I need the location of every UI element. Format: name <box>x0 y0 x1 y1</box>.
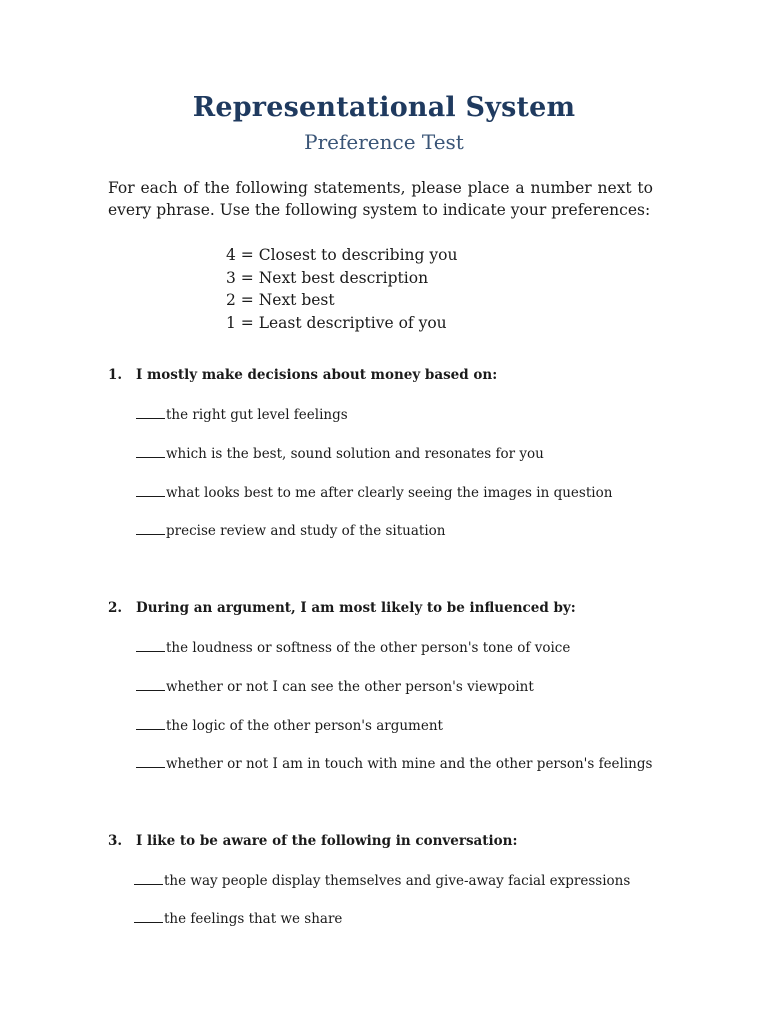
option-text: which is the best, sound solution and resonates for you <box>166 446 544 462</box>
answer-option <box>136 484 612 501</box>
option-text: precise review and study of the situation <box>166 523 446 539</box>
question-text: I mostly make decisions about money based on: <box>136 367 498 383</box>
question-number: 3. <box>108 833 123 849</box>
answer-option <box>136 522 445 539</box>
answer-blank[interactable] <box>134 872 163 885</box>
answer-blank[interactable] <box>134 910 163 923</box>
answer-blank[interactable] <box>136 639 165 652</box>
question-2 <box>108 600 576 616</box>
answer-blank[interactable] <box>136 406 165 419</box>
option-text: whether or not I can see the other person's viewpoint <box>166 679 534 695</box>
answer-option <box>136 639 570 656</box>
page-subtitle: Preference Test <box>304 130 464 154</box>
answer-blank[interactable] <box>136 678 165 691</box>
answer-option <box>134 872 630 889</box>
question-3 <box>108 833 517 849</box>
answer-blank[interactable] <box>136 484 165 497</box>
answer-blank[interactable] <box>136 717 165 730</box>
page-title: Representational System <box>192 92 576 123</box>
option-text: the loudness or softness of the other person's tone of voice <box>166 640 571 656</box>
option-text: the logic of the other person's argument <box>166 718 443 734</box>
answer-option <box>136 755 652 772</box>
answer-option <box>136 406 348 423</box>
option-text: what looks best to me after clearly seeing the images in question <box>166 485 613 501</box>
rating-scale <box>226 244 457 334</box>
answer-option <box>136 717 443 734</box>
question-1 <box>108 367 497 383</box>
question-text: During an argument, I am most likely to be influenced by: <box>136 600 576 616</box>
instructions-paragraph: For each of the following statements, please place a number next to every phrase. Use the following system to indicate your preferences: <box>108 179 653 219</box>
answer-blank[interactable] <box>136 522 165 535</box>
answer-blank[interactable] <box>136 445 165 458</box>
scale-item-4: 4 = Closest to describing you <box>226 246 458 264</box>
answer-blank[interactable] <box>136 755 165 768</box>
option-text: whether or not I am in touch with mine and the other person's feelings <box>166 756 653 772</box>
scale-item-3: 3 = Next best description <box>226 268 429 287</box>
scale-item-2: 2 = Next best <box>226 291 335 309</box>
question-number: 1. <box>108 367 123 383</box>
question-number: 2. <box>108 600 123 616</box>
answer-option <box>134 910 342 927</box>
option-text: the right gut level feelings <box>166 407 348 423</box>
scale-item-1: 1 = Least descriptive of you <box>226 313 447 332</box>
answer-option <box>136 445 544 462</box>
option-text: the way people display themselves and give-away facial expressions <box>164 873 631 889</box>
answer-option <box>136 678 534 695</box>
option-text: the feelings that we share <box>164 911 343 927</box>
question-text: I like to be aware of the following in conversation: <box>136 833 518 849</box>
